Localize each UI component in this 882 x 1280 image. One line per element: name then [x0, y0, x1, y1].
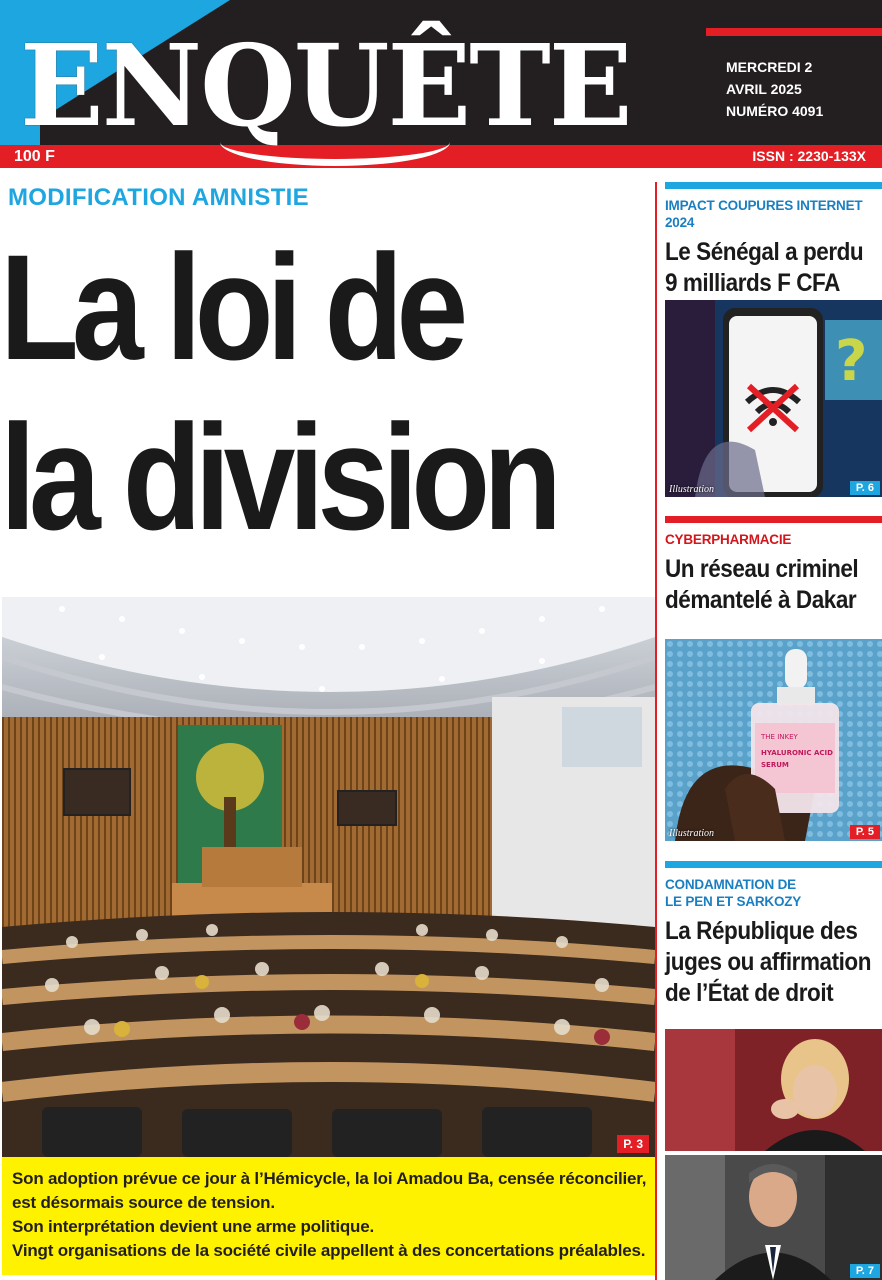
deck-line: Son interprétation devient une arme politique. — [12, 1217, 375, 1236]
sidebar-kicker — [665, 876, 882, 910]
sidebar-bar — [665, 516, 882, 523]
sidebar-title-line: de l’État de droit — [665, 979, 834, 1007]
masthead — [0, 0, 882, 168]
sidebar-story-cyberpharmacie[interactable] — [665, 516, 882, 616]
lepen-illustration — [665, 1029, 882, 1151]
headline-line: La loi de — [0, 223, 462, 391]
sidebar-title-line: Un réseau criminel — [665, 555, 859, 583]
main-kicker: MODIFICATION AMNISTIE — [8, 184, 309, 211]
sidebar-story-lepen-sarkozy[interactable] — [665, 861, 882, 1009]
hemicycle-photo[interactable] — [2, 597, 655, 1157]
page-ref: P. 7 — [850, 1264, 880, 1278]
sidebar-story-internet[interactable] — [665, 182, 882, 299]
headline-line: la division — [0, 393, 556, 561]
issn: ISSN : 2230-133X — [752, 148, 866, 164]
sarkozy-photo[interactable] — [665, 1155, 882, 1280]
sidebar-title-line: 9 milliards F CFA — [665, 269, 840, 297]
sidebar-title-line: La République des — [665, 917, 858, 945]
price: 100 F — [14, 148, 55, 165]
deck-line: est désormais source de tension. — [12, 1193, 275, 1212]
page-ref: P. 6 — [850, 481, 880, 495]
sidebar-divider — [655, 182, 657, 1280]
sidebar-title-line: démantelé à Dakar — [665, 586, 857, 614]
question-mark-icon: ? — [835, 329, 868, 394]
bottle-brand: THE INKEY — [761, 733, 798, 741]
main-page-ref: P. 3 — [617, 1135, 649, 1153]
sidebar-bar — [665, 861, 882, 868]
sidebar-kicker-line: LE PEN ET SARKOZY — [665, 894, 802, 909]
sidebar-kicker: IMPACT COUPURES INTERNET 2024 — [665, 198, 863, 230]
issue-day: MERCREDI 2 — [726, 59, 813, 75]
bottle-label: SERUM — [761, 761, 789, 769]
sidebar-bar — [665, 182, 882, 189]
sidebar-title-line: Le Sénégal a perdu — [665, 238, 864, 266]
sidebar-title — [665, 554, 881, 616]
issue-month-year: AVRIL 2025 — [726, 81, 802, 97]
issue-number: NUMÉRO 4091 — [726, 103, 824, 119]
sidebar-title-line: juges ou affirmation — [665, 948, 872, 976]
phone-image[interactable] — [665, 300, 882, 497]
hemicycle-illustration — [2, 597, 655, 1157]
image-caption: Illustration — [669, 828, 715, 839]
bottle-label: HYALURONIC ACID — [761, 749, 833, 757]
sarkozy-illustration — [665, 1155, 882, 1280]
sidebar-title — [665, 237, 881, 299]
deck-line: Son adoption prévue ce jour à l’Hémicycle, la loi Amadou Ba, censée réconcilier, — [12, 1169, 647, 1188]
lepen-photo[interactable] — [665, 1029, 882, 1151]
main-deck — [2, 1157, 655, 1275]
issue-date-block — [726, 56, 876, 122]
deck-line: Vingt organisations de la société civile appellent à des concertations préalables. — [12, 1241, 646, 1260]
image-caption: Illustration — [669, 484, 715, 495]
newspaper-logo[interactable]: ENQUÊTE — [20, 21, 631, 152]
main-headline[interactable] — [0, 222, 559, 562]
masthead-red-line — [706, 28, 882, 36]
sidebar-kicker-line: CONDAMNATION DE — [665, 877, 796, 892]
serum-bottle-illustration — [665, 639, 882, 841]
sidebar-kicker: CYBERPHARMACIE — [665, 532, 792, 547]
logo-swoosh — [220, 118, 450, 166]
sidebar-title — [665, 916, 881, 1009]
phone-illustration — [665, 300, 882, 497]
serum-image[interactable] — [665, 639, 882, 841]
page-ref: P. 5 — [850, 825, 880, 839]
